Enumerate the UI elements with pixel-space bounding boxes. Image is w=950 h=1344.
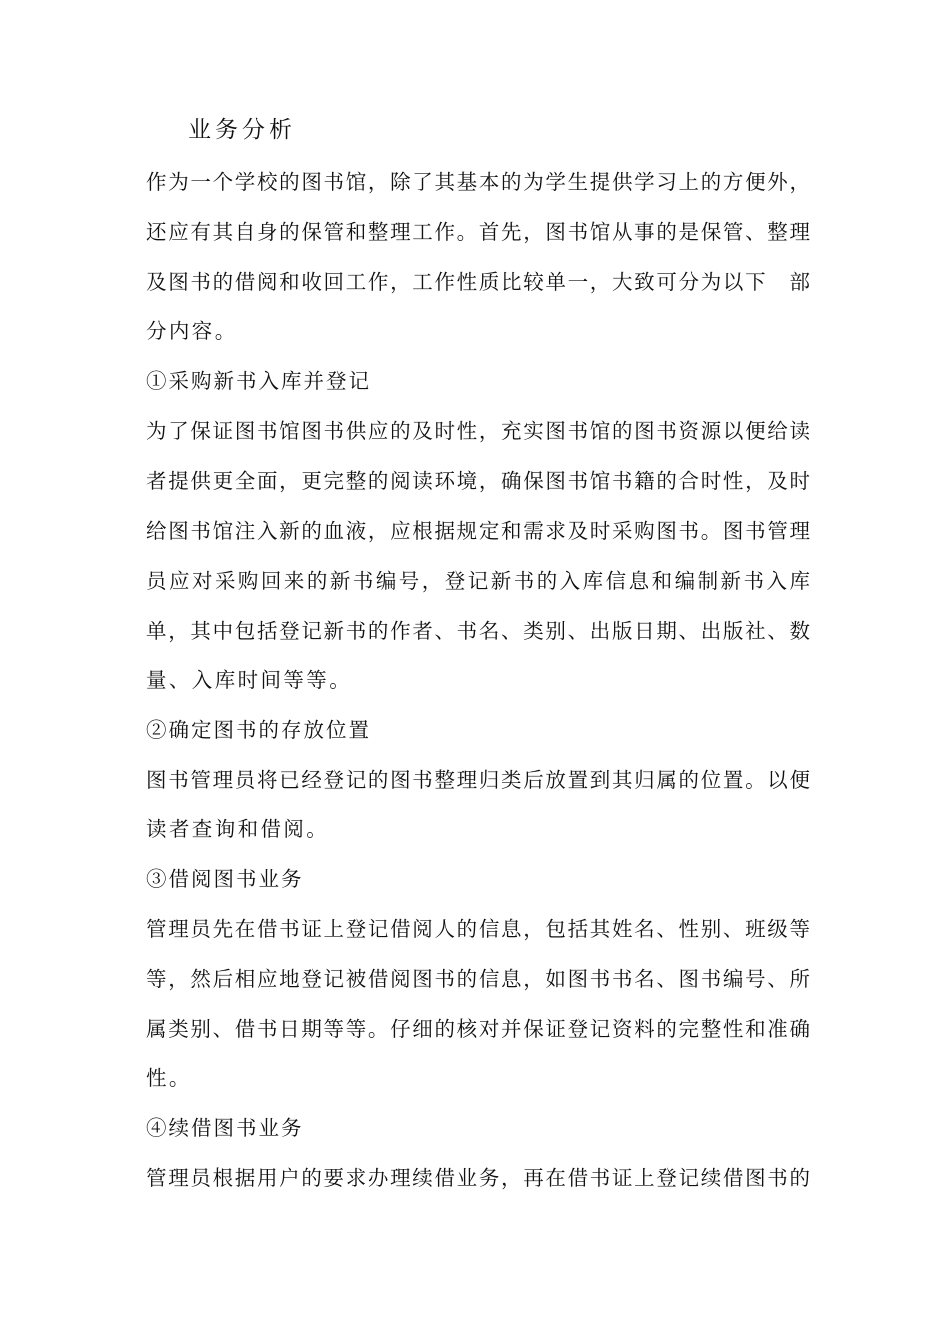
paragraph-line: 还应有其自身的保管和整理工作。首先，图书馆从事的是保管、整理 bbox=[146, 220, 810, 244]
subheading-borrow: ③借阅图书业务 bbox=[146, 867, 304, 891]
paragraph-line: 性。 bbox=[146, 1066, 192, 1090]
subheading-renew: ④续借图书业务 bbox=[146, 1116, 304, 1140]
paragraph-line: 为了保证图书馆图书供应的及时性，充实图书馆的图书资源以便给读 bbox=[146, 419, 810, 443]
paragraph-line: 管理员先在借书证上登记借阅人的信息，包括其姓名、性别、班级等 bbox=[146, 917, 810, 941]
paragraph-line: 及图书的借阅和收回工作，工作性质比较单一，大致可分为以下 部 bbox=[146, 270, 810, 294]
paragraph-line: 作为一个学校的图书馆，除了其基本的为学生提供学习上的方便外， bbox=[146, 170, 810, 194]
subheading-purchase: ①采购新书入库并登记 bbox=[146, 369, 371, 393]
paragraph-line: 等，然后相应地登记被借阅图书的信息，如图书书名、图书编号、所 bbox=[146, 967, 810, 991]
paragraph-line: 给图书馆注入新的血液，应根据规定和需求及时采购图书。图书管理 bbox=[146, 519, 810, 543]
section-title: 业务分析 bbox=[188, 117, 296, 143]
paragraph-line: 读者查询和借阅。 bbox=[146, 817, 330, 841]
paragraph-line: 管理员根据用户的要求办理续借业务，再在借书证上登记续借图书的 bbox=[146, 1166, 810, 1190]
paragraph-line: 员应对采购回来的新书编号，登记新书的入库信息和编制新书入库 bbox=[146, 569, 810, 593]
paragraph-line: 属类别、借书日期等等。仔细的核对并保证登记资料的完整性和准确 bbox=[146, 1017, 810, 1041]
paragraph-line: 者提供更全面，更完整的阅读环境，确保图书馆书籍的合时性，及时 bbox=[146, 469, 810, 493]
subheading-location: ②确定图书的存放位置 bbox=[146, 718, 371, 742]
paragraph-line: 单，其中包括登记新书的作者、书名、类别、出版日期、出版社、数 bbox=[146, 619, 810, 643]
paragraph-line: 分内容。 bbox=[146, 319, 238, 343]
paragraph-line: 量、入库时间等等。 bbox=[146, 668, 353, 692]
paragraph-line: 图书管理员将已经登记的图书整理归类后放置到其归属的位置。以便 bbox=[146, 768, 810, 792]
